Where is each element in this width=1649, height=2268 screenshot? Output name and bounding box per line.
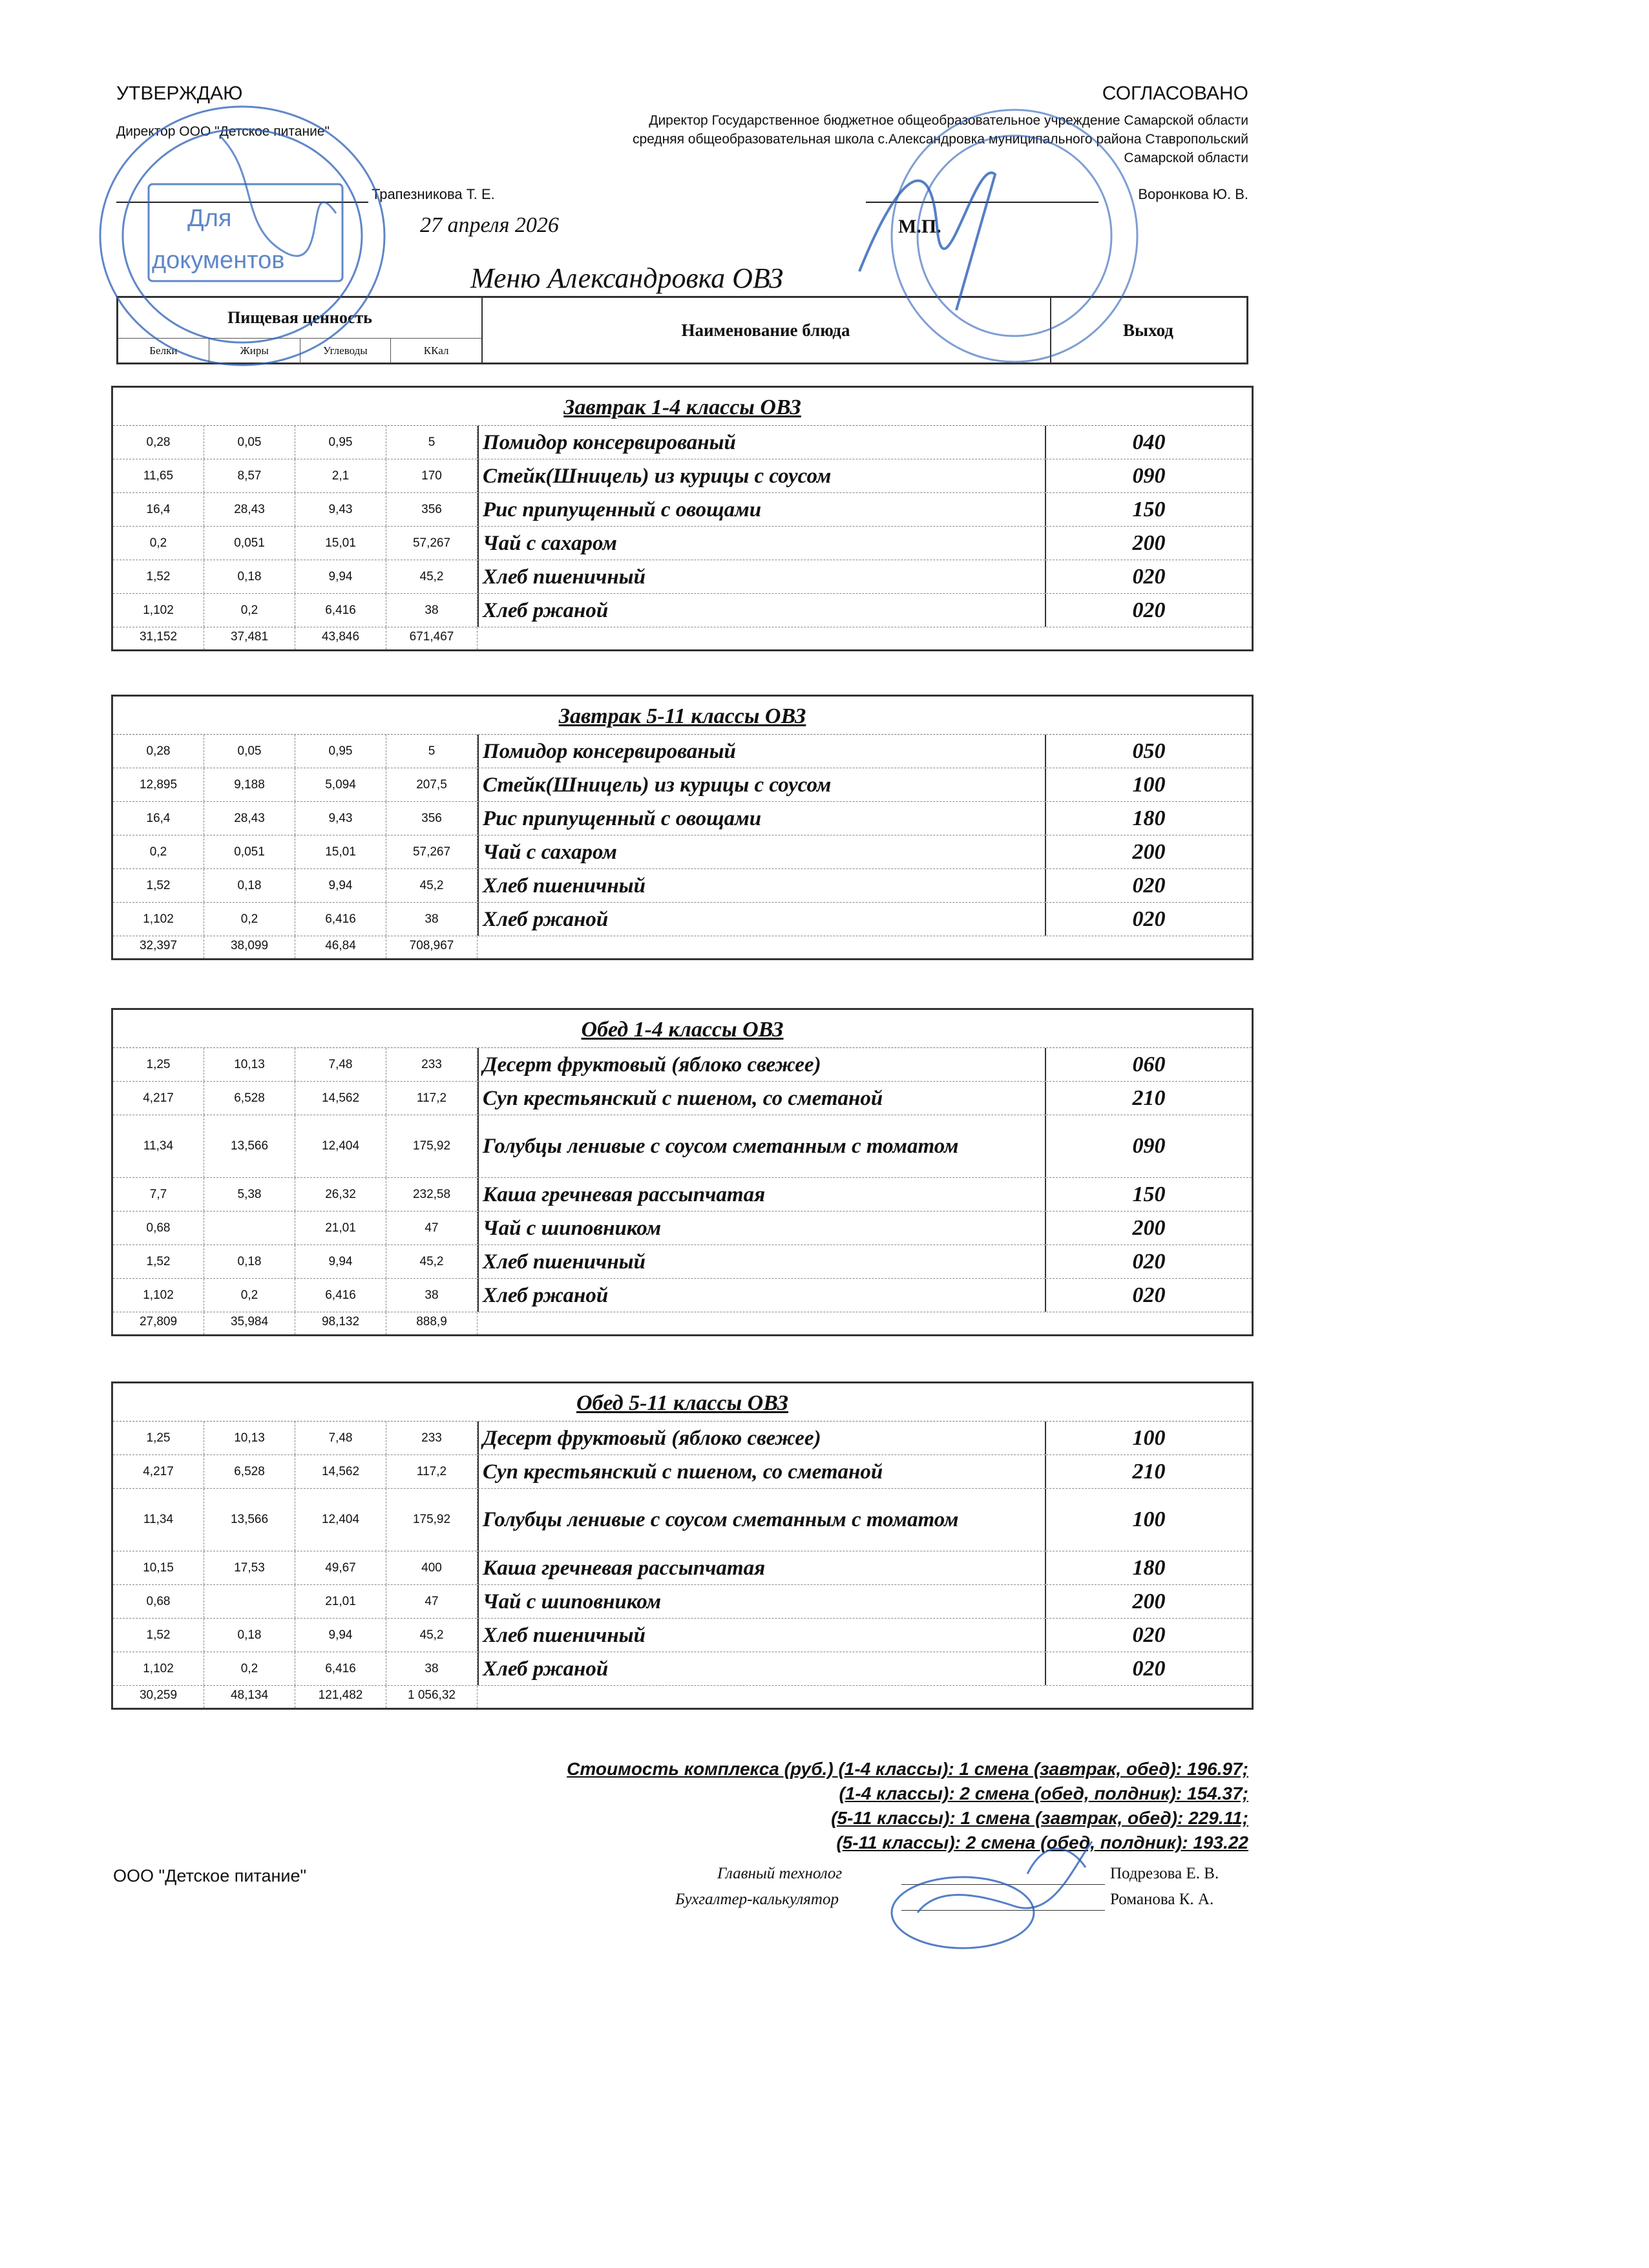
dish-name: Десерт фруктовый (яблоко свежее)	[478, 1422, 1046, 1454]
dish-row	[113, 768, 1252, 802]
accountant-signature-line	[901, 1910, 1105, 1911]
section-total-row	[113, 936, 1252, 958]
dish-output: 020	[1132, 1283, 1166, 1307]
proteins-cell: 0,68	[113, 1585, 204, 1618]
agree-heading: СОГЛАСОВАНО	[1102, 83, 1248, 104]
dish-row	[113, 1048, 1252, 1082]
carbs-cell: 2,1	[295, 459, 386, 492]
dish-name: Помидор консервированый	[478, 426, 1046, 459]
dish-name: Чай с сахаром	[478, 527, 1046, 560]
dish-name: Стейк(Шницель) из курицы с соусом	[478, 459, 1046, 492]
carbs-cell: 6,416	[295, 903, 386, 936]
kcal-cell: 38	[386, 1279, 478, 1312]
dish-name: Чай с шиповником	[478, 1212, 1046, 1244]
proteins-cell: 0,28	[113, 426, 204, 459]
document-date: 27 апреля 2026	[420, 213, 559, 237]
kcal-cell: 45,2	[386, 560, 478, 593]
cost-line: (5-11 классы): 1 смена (завтрак, обед): 229.11;	[831, 1808, 1248, 1828]
svg-text:документов: документов	[152, 247, 285, 274]
total-cell: 121,482	[295, 1686, 386, 1708]
kcal-cell: 400	[386, 1551, 478, 1584]
kcal-cell: 356	[386, 493, 478, 526]
carbs-cell: 7,48	[295, 1422, 386, 1454]
menu-section	[111, 1008, 1254, 1336]
svg-text:Для: Для	[187, 205, 232, 232]
kcal-cell: 356	[386, 802, 478, 835]
dish-output: 090	[1132, 1134, 1166, 1158]
dish-row	[113, 527, 1252, 560]
dish-output: 200	[1132, 1589, 1166, 1613]
proteins-cell: 1,52	[113, 1619, 204, 1652]
fats-cell: 0,2	[204, 903, 295, 936]
dish-name: Хлеб пшеничный	[478, 869, 1046, 902]
proteins-cell: 1,52	[113, 1245, 204, 1278]
carbs-cell: 15,01	[295, 835, 386, 868]
kcal-cell: 38	[386, 594, 478, 627]
total-cell: 43,846	[295, 627, 386, 649]
total-cell: 37,481	[204, 627, 295, 649]
fats-cell: 0,18	[204, 560, 295, 593]
dish-name: Хлеб пшеничный	[478, 1619, 1046, 1652]
fats-cell: 10,13	[204, 1048, 295, 1081]
dish-name: Десерт фруктовый (яблоко свежее)	[478, 1048, 1046, 1081]
carbs-cell: 14,562	[295, 1455, 386, 1488]
fats-cell: 28,43	[204, 493, 295, 526]
dish-row	[113, 1422, 1252, 1455]
kcal-header: ККал	[423, 344, 449, 357]
carbs-cell: 21,01	[295, 1212, 386, 1244]
carbs-cell: 14,562	[295, 1082, 386, 1115]
dish-name: Каша гречневая рассыпчатая	[478, 1551, 1046, 1584]
proteins-cell: 4,217	[113, 1455, 204, 1488]
fats-cell: 0,18	[204, 1619, 295, 1652]
dish-output: 100	[1132, 1507, 1166, 1531]
cost-line: Стоимость комплекса (руб.) (1-4 классы): 1 смена (завтрак, обед): 196.97;	[567, 1759, 1248, 1779]
dish-output: 020	[1132, 564, 1166, 589]
total-cell: 1 056,32	[386, 1686, 478, 1708]
dish-output: 200	[1132, 839, 1166, 864]
dish-output: 020	[1132, 873, 1166, 898]
section-title: Завтрак 5-11 классы ОВЗ	[113, 697, 1252, 735]
fats-cell: 0,05	[204, 426, 295, 459]
proteins-cell: 7,7	[113, 1178, 204, 1211]
dish-name: Хлеб пшеничный	[478, 1245, 1046, 1278]
dish-name: Суп крестьянский с пшеном, со сметаной	[478, 1455, 1046, 1488]
dish-name: Хлеб пшеничный	[478, 560, 1046, 593]
total-spacer	[478, 936, 1252, 958]
approve-title: Директор ООО "Детское питание"	[116, 124, 330, 139]
kcal-cell: 38	[386, 1652, 478, 1685]
proteins-cell: 1,102	[113, 903, 204, 936]
kcal-cell: 5	[386, 426, 478, 459]
proteins-cell: 0,2	[113, 527, 204, 560]
fats-cell: 5,38	[204, 1178, 295, 1211]
dish-name: Чай с сахаром	[478, 835, 1046, 868]
proteins-cell: 4,217	[113, 1082, 204, 1115]
dish-name: Голубцы ленивые с соусом сметанным с томатом	[478, 1115, 1046, 1177]
kcal-cell: 207,5	[386, 768, 478, 801]
carbs-cell: 15,01	[295, 527, 386, 560]
dish-output: 100	[1132, 1425, 1166, 1450]
dish-output: 200	[1132, 1215, 1166, 1240]
kcal-cell: 57,267	[386, 527, 478, 560]
fats-cell: 6,528	[204, 1082, 295, 1115]
dish-row	[113, 802, 1252, 835]
carbs-cell: 9,43	[295, 493, 386, 526]
dish-output: 150	[1132, 1182, 1166, 1206]
fats-cell: 0,051	[204, 527, 295, 560]
kcal-cell: 232,58	[386, 1178, 478, 1211]
output-header: Выход	[1123, 320, 1173, 340]
proteins-cell: 1,25	[113, 1048, 204, 1081]
seal-place-label: М.П.	[898, 216, 941, 237]
dish-row	[113, 493, 1252, 527]
dish-name: Помидор консервированый	[478, 735, 1046, 768]
dish-output: 020	[1132, 907, 1166, 931]
technologist-role: Главный технолог	[717, 1865, 843, 1882]
carbs-cell: 7,48	[295, 1048, 386, 1081]
fats-cell: 28,43	[204, 802, 295, 835]
proteins-cell: 0,28	[113, 735, 204, 768]
approve-name: Трапезникова Т. Е.	[372, 186, 495, 202]
total-cell: 888,9	[386, 1312, 478, 1334]
carbs-cell: 9,94	[295, 1619, 386, 1652]
dish-row	[113, 1082, 1252, 1115]
total-cell: 48,134	[204, 1686, 295, 1708]
fats-cell: 0,05	[204, 735, 295, 768]
kcal-cell: 45,2	[386, 869, 478, 902]
menu-section	[111, 386, 1254, 651]
fats-cell: 0,2	[204, 594, 295, 627]
dish-name: Чай с шиповником	[478, 1585, 1046, 1618]
kcal-cell: 45,2	[386, 1619, 478, 1652]
proteins-cell: 1,102	[113, 1279, 204, 1312]
carbs-cell: 6,416	[295, 1652, 386, 1685]
approve-signature-line	[116, 202, 368, 203]
total-cell: 98,132	[295, 1312, 386, 1334]
dish-row	[113, 459, 1252, 493]
approve-heading: УТВЕРЖДАЮ	[116, 83, 243, 104]
carbs-cell: 12,404	[295, 1489, 386, 1551]
proteins-cell: 10,15	[113, 1551, 204, 1584]
fats-cell: 13,566	[204, 1489, 295, 1551]
proteins-cell: 1,52	[113, 869, 204, 902]
proteins-cell: 16,4	[113, 802, 204, 835]
total-cell: 38,099	[204, 936, 295, 958]
dish-row	[113, 1279, 1252, 1312]
fats-cell: 6,528	[204, 1455, 295, 1488]
section-title: Обед 1-4 классы ОВЗ	[113, 1010, 1252, 1048]
dish-output: 090	[1132, 463, 1166, 488]
proteins-cell: 1,102	[113, 594, 204, 627]
carbs-cell: 26,32	[295, 1178, 386, 1211]
dish-name: Хлеб ржаной	[478, 594, 1046, 627]
dish-output: 210	[1132, 1086, 1166, 1110]
fats-header: Жиры	[209, 339, 300, 363]
dish-row	[113, 1178, 1252, 1212]
nutrition-title: Пищевая ценность	[227, 308, 372, 327]
menu-section	[111, 695, 1254, 960]
kcal-cell: 38	[386, 903, 478, 936]
proteins-header: Белки	[118, 339, 209, 363]
section-title: Обед 5-11 классы ОВЗ	[113, 1383, 1252, 1422]
agree-name: Воронкова Ю. В.	[1138, 186, 1248, 202]
dish-row	[113, 1585, 1252, 1619]
dish-output: 210	[1132, 1459, 1166, 1484]
total-spacer	[478, 627, 1252, 649]
dish-row	[113, 1489, 1252, 1551]
accountant-role: Бухгалтер-калькулятор	[675, 1891, 839, 1908]
fats-cell: 0,2	[204, 1652, 295, 1685]
kcal-cell: 47	[386, 1212, 478, 1244]
column-header	[116, 296, 1248, 364]
fats-cell: 8,57	[204, 459, 295, 492]
kcal-cell: 5	[386, 735, 478, 768]
total-cell: 32,397	[113, 936, 204, 958]
kcal-cell: 170	[386, 459, 478, 492]
dish-output: 020	[1132, 598, 1166, 622]
dish-name: Суп крестьянский с пшеном, со сметаной	[478, 1082, 1046, 1115]
dish-row	[113, 1619, 1252, 1652]
dish-output: 150	[1132, 497, 1166, 521]
carbs-cell: 21,01	[295, 1585, 386, 1618]
total-cell: 671,467	[386, 627, 478, 649]
section-total-row	[113, 1312, 1252, 1334]
proteins-cell: 11,34	[113, 1115, 204, 1177]
kcal-cell: 233	[386, 1422, 478, 1454]
proteins-cell: 12,895	[113, 768, 204, 801]
carbs-cell: 0,95	[295, 426, 386, 459]
kcal-cell: 117,2	[386, 1455, 478, 1488]
dish-name: Рис припущенный с овощами	[478, 802, 1046, 835]
fats-cell: 13,566	[204, 1115, 295, 1177]
total-cell: 31,152	[113, 627, 204, 649]
dish-name: Рис припущенный с овощами	[478, 493, 1046, 526]
cost-line: (5-11 классы): 2 смена (обед, полдник): 193.22	[836, 1832, 1248, 1853]
fats-cell: 0,18	[204, 869, 295, 902]
kcal-cell: 45,2	[386, 1245, 478, 1278]
kcal-cell: 175,92	[386, 1489, 478, 1551]
total-spacer	[478, 1312, 1252, 1334]
total-cell: 27,809	[113, 1312, 204, 1334]
proteins-cell: 11,34	[113, 1489, 204, 1551]
carbs-cell: 6,416	[295, 1279, 386, 1312]
dish-row	[113, 426, 1252, 459]
section-total-row	[113, 1686, 1252, 1708]
accountant-name: Романова К. А.	[1110, 1891, 1214, 1908]
technologist-signature-line	[901, 1884, 1105, 1885]
proteins-cell: 11,65	[113, 459, 204, 492]
fats-cell: 0,2	[204, 1279, 295, 1312]
kcal-cell: 117,2	[386, 1082, 478, 1115]
dish-output: 040	[1132, 430, 1166, 454]
dish-output: 020	[1132, 1622, 1166, 1647]
kcal-cell: 175,92	[386, 1115, 478, 1177]
carbs-header: Углеводы	[300, 339, 392, 363]
fats-cell	[204, 1212, 295, 1244]
dish-row	[113, 1245, 1252, 1279]
dish-row	[113, 869, 1252, 903]
dish-output: 180	[1132, 806, 1166, 830]
dish-output: 100	[1132, 772, 1166, 797]
dish-output: 180	[1132, 1555, 1166, 1580]
cost-line: (1-4 классы): 2 смена (обед, полдник): 154.37;	[839, 1783, 1248, 1803]
dish-output: 020	[1132, 1656, 1166, 1681]
fats-cell: 0,18	[204, 1245, 295, 1278]
carbs-cell: 49,67	[295, 1551, 386, 1584]
dish-row	[113, 735, 1252, 768]
dish-name-header: Наименование блюда	[481, 298, 1051, 362]
dish-row	[113, 903, 1252, 936]
dish-row	[113, 1212, 1252, 1245]
carbs-cell: 9,43	[295, 802, 386, 835]
fats-cell	[204, 1585, 295, 1618]
nutrition-header	[118, 298, 483, 362]
dish-name: Хлеб ржаной	[478, 1652, 1046, 1685]
carbs-cell: 9,94	[295, 560, 386, 593]
dish-row	[113, 835, 1252, 869]
proteins-cell: 1,102	[113, 1652, 204, 1685]
fats-cell: 10,13	[204, 1422, 295, 1454]
dish-name: Хлеб ржаной	[478, 903, 1046, 936]
carbs-cell: 9,94	[295, 869, 386, 902]
total-cell: 708,967	[386, 936, 478, 958]
dish-row	[113, 1455, 1252, 1489]
carbs-cell: 5,094	[295, 768, 386, 801]
proteins-cell: 16,4	[113, 493, 204, 526]
fats-cell: 0,051	[204, 835, 295, 868]
dish-output: 060	[1132, 1052, 1166, 1076]
kcal-cell: 57,267	[386, 835, 478, 868]
carbs-cell: 12,404	[295, 1115, 386, 1177]
agree-signature-line	[866, 202, 1098, 203]
dish-output: 020	[1132, 1249, 1166, 1274]
fats-cell: 17,53	[204, 1551, 295, 1584]
total-cell: 46,84	[295, 936, 386, 958]
dish-output: 050	[1132, 739, 1166, 763]
proteins-cell: 0,68	[113, 1212, 204, 1244]
proteins-cell: 0,2	[113, 835, 204, 868]
section-title: Завтрак 1-4 классы ОВЗ	[113, 388, 1252, 426]
menu-title: Меню Александровка ОВЗ	[470, 262, 783, 294]
proteins-cell: 1,52	[113, 560, 204, 593]
agree-title: Директор Государственное бюджетное общеобразовательное учреждение Самарской области средняя общеобразовательная школа с.Александровка муниципального района Ставропольский Самарской области	[632, 113, 1248, 165]
dish-name: Хлеб ржаной	[478, 1279, 1046, 1312]
proteins-cell: 1,25	[113, 1422, 204, 1454]
kcal-cell: 233	[386, 1048, 478, 1081]
technologist-name: Подрезова Е. В.	[1110, 1865, 1219, 1882]
carbs-cell: 9,94	[295, 1245, 386, 1278]
kcal-cell: 47	[386, 1585, 478, 1618]
dish-name: Стейк(Шницель) из курицы с соусом	[478, 768, 1046, 801]
dish-name: Каша гречневая рассыпчатая	[478, 1178, 1046, 1211]
total-cell: 35,984	[204, 1312, 295, 1334]
carbs-cell: 6,416	[295, 594, 386, 627]
company-name: ООО "Детское питание"	[113, 1866, 307, 1885]
menu-section	[111, 1381, 1254, 1710]
dish-row	[113, 1551, 1252, 1585]
dish-name: Голубцы ленивые с соусом сметанным с томатом	[478, 1489, 1046, 1551]
fats-cell: 9,188	[204, 768, 295, 801]
dish-row	[113, 560, 1252, 594]
total-cell: 30,259	[113, 1686, 204, 1708]
section-total-row	[113, 627, 1252, 649]
dish-row	[113, 1652, 1252, 1686]
dish-row	[113, 1115, 1252, 1178]
dish-row	[113, 594, 1252, 627]
total-spacer	[478, 1686, 1252, 1708]
dish-output: 200	[1132, 530, 1166, 555]
carbs-cell: 0,95	[295, 735, 386, 768]
